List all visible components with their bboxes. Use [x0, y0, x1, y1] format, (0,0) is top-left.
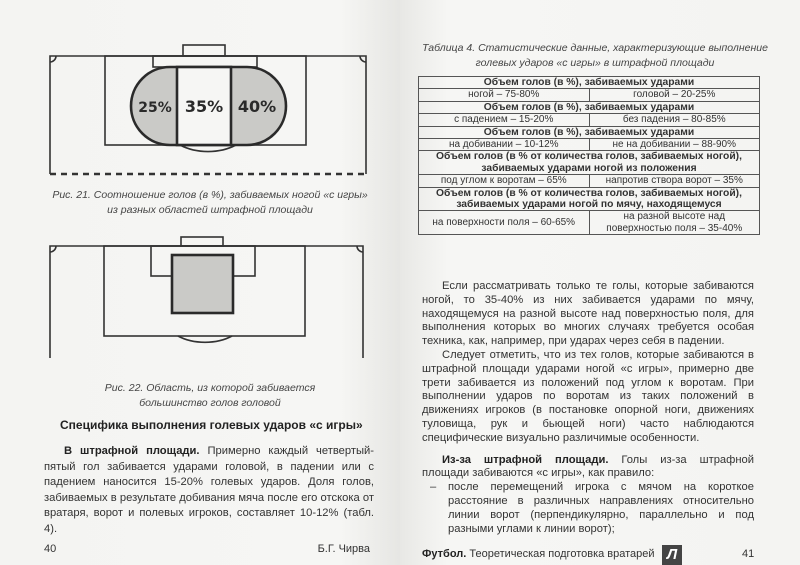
- table-header-row: [419, 126, 760, 138]
- caption-line: Рис. 22. Область, из которой забивается: [104, 382, 316, 394]
- table-row: [419, 211, 760, 235]
- section-heading: Специфика выполнения голевых ударов «с игры»: [60, 418, 363, 432]
- paragraph: Если рассматривать только те голы, которые забиваются ногой, то 35-40% из них забивается ударами по мячу, находящемуся на разной высоте над поверхностью поля, для выполнения которых во многих случаях требуется особая техника, как, например, при ударах через себя в падении.: [422, 280, 754, 348]
- paragraph-text: Примерно каждый четвертый-пятый гол забивается ударами головой, в падении или с падением наносится 15-20% голевых ударов. Доля голов, забиваемых в результате добивания мяча после его отскока от вратаря, ворот и полевых игроков, составляет 10-12% (табл. 4).: [44, 445, 374, 535]
- figure-22-caption: [40, 381, 380, 411]
- table-cell: головой – 20-25%: [589, 89, 760, 101]
- table-group-header: Объем голов (в % от количества голов, забиваемых ногой), забиваемых ударами ногой по мячу, находящемуся: [419, 187, 760, 211]
- table-group-header: Объем голов (в %), забиваемых ударами: [419, 77, 760, 89]
- paragraph: [422, 454, 754, 482]
- stats-table: [418, 76, 760, 235]
- zone-left-label: 25%: [138, 100, 172, 116]
- caption-line: из разных областей штрафной площади: [107, 204, 313, 216]
- caption-line: Рис. 21. Соотношение голов (в %), забиваемых ногой «с игры»: [52, 189, 368, 201]
- table-cell: ногой – 75-80%: [419, 89, 590, 101]
- table-row: [419, 139, 760, 151]
- page-number: 40: [44, 543, 57, 555]
- paragraph: [44, 444, 374, 538]
- paragraph-text: Голы из-за штрафной площади забиваются «с игры», как правило:: [422, 453, 755, 480]
- paragraph-lead: В штрафной площади.: [64, 445, 200, 457]
- table-cell: без падения – 80-85%: [589, 114, 760, 126]
- table-cell: на добивании – 10-12%: [419, 139, 590, 151]
- caption-line: голевых ударов «с игры» в штрафной площади: [475, 57, 715, 69]
- table-header-row: [419, 187, 760, 211]
- caption-line: Таблица 4. Статистические данные, характеризующие выполнение: [422, 42, 768, 54]
- right-page: [400, 0, 800, 565]
- table-header-row: [419, 77, 760, 89]
- table-header-row: [419, 101, 760, 113]
- list-item: [422, 481, 754, 536]
- page-number: 41: [742, 548, 755, 560]
- zone-right-label: 40%: [237, 97, 277, 116]
- figure-21-diagram: [0, 0, 400, 370]
- zone-center-label: 35%: [184, 97, 224, 116]
- table-row: [419, 175, 760, 187]
- text-block: [422, 280, 754, 536]
- running-head: Б.Г. Чирва: [317, 543, 370, 555]
- table-cell: не на добивании – 88-90%: [589, 139, 760, 151]
- publisher-logo: Л: [662, 545, 682, 565]
- caption-line: большинство голов головой: [139, 397, 281, 409]
- table-cell: с падением – 15-20%: [419, 114, 590, 126]
- table-caption: [420, 41, 770, 71]
- table-row: [419, 89, 760, 101]
- figure-21-caption: [40, 188, 380, 218]
- list-item-text: после перемещений игрока с мячом на короткое расстояние в различных направлениях относительно линии ворот (перпендикулярно, параллельно и под разными углами к линии ворот);: [448, 481, 754, 535]
- table-group-header: Объем голов (в %), забиваемых ударами: [419, 101, 760, 113]
- running-foot-text: Теоретическая подготовка вратарей: [466, 548, 655, 560]
- table-cell: напротив створа ворот – 35%: [589, 175, 760, 187]
- bullet-mark: –: [430, 481, 437, 494]
- table-cell: на поверхности поля – 60-65%: [419, 211, 590, 235]
- bullet-list: [422, 481, 754, 536]
- paragraph-lead: Из-за штрафной площади.: [442, 453, 609, 466]
- table-cell: на разной высоте над поверхностью поля – 35-40%: [589, 211, 760, 235]
- table-group-header: Объем голов (в % от количества голов, забиваемых ногой), забиваемых ударами ногой из положения: [419, 151, 760, 175]
- table-header-row: [419, 151, 760, 175]
- table-cell: под углом к воротам – 65%: [419, 175, 590, 187]
- paragraph: Следует отметить, что из тех голов, которые забиваются в штрафной площади ударами ногой «с игры», примерно две трети забивается из положений под углом к воротам. При выполнении ударов по воротам из таких положений в движениях игроков (в постановке опорной ноги, движениях туловища, рук и бьющей ноги) часто наблюдаются специфические визуально различимые особенности.: [422, 348, 754, 444]
- running-foot: [422, 548, 655, 560]
- table-group-header: Объем голов (в %), забиваемых ударами: [419, 126, 760, 138]
- table-row: [419, 114, 760, 126]
- running-foot-title: Футбол.: [422, 548, 467, 560]
